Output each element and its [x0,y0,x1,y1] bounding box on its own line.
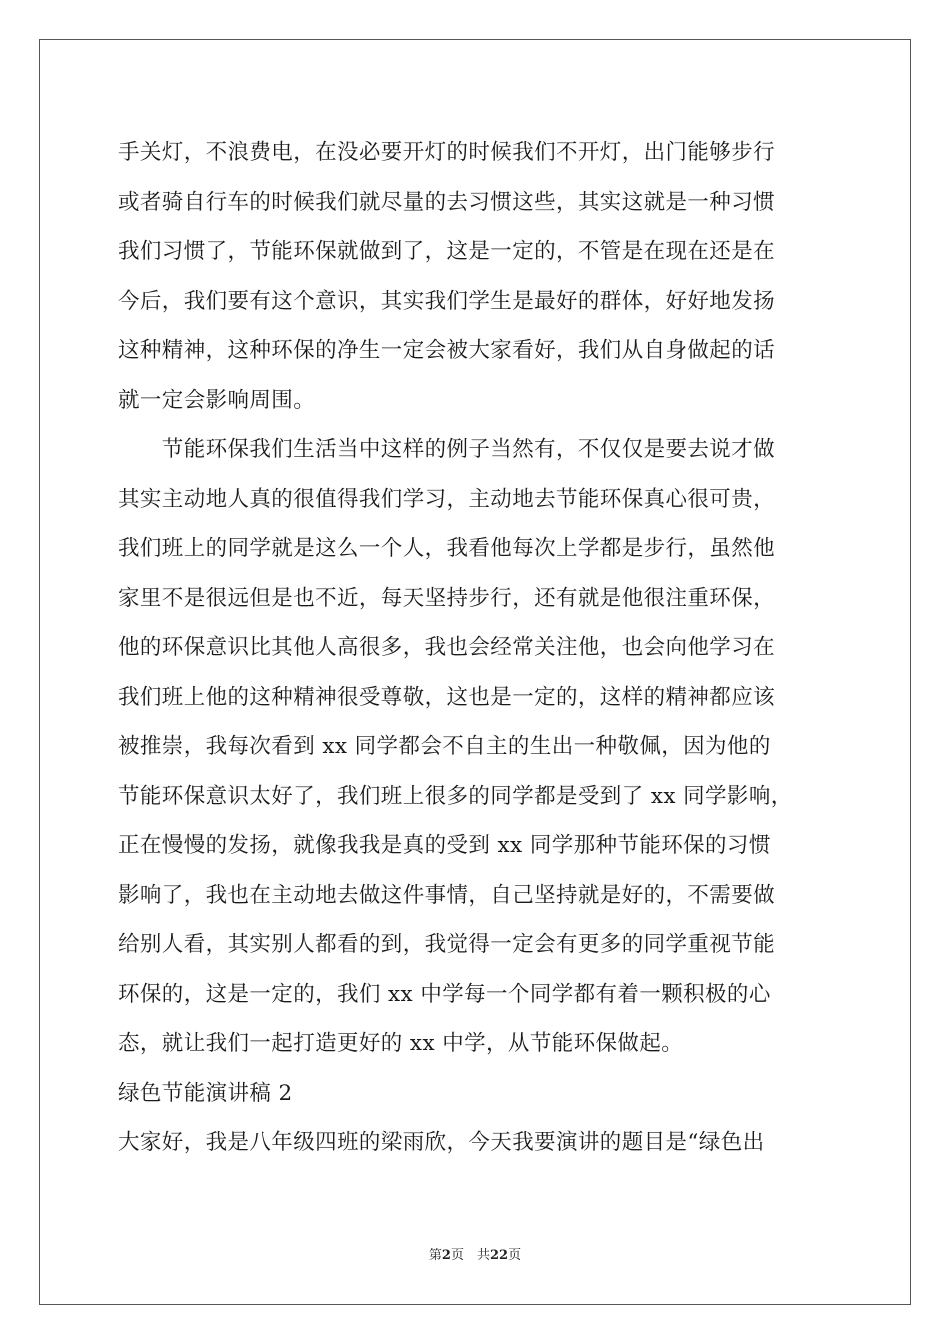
page-footer [0,1244,950,1263]
text-line: 就一定会影响周围。 [118,387,316,413]
text-line: 今后，我们要有这个意识，其实我们学生是最好的群体，好好地发扬 [118,288,776,314]
text-line: 这种精神，这种环保的净生一定会被大家看好，我们从自身做起的话 [118,338,776,363]
text-line: 节能环保我们生活当中这样的例子当然有，不仅仅是要去说才做 [118,437,776,462]
text-line: 影响了，我也在主动地去做这件事情，自己坚持就是好的，不需要做 [118,882,776,908]
text-line: 他的环保意识比其他人高很多，我也会经常关注他，也会向他学习在 [118,635,776,660]
text-line: 手关灯，不浪费电，在没必要开灯的时候我们不开灯，出门能够步行 [118,140,776,165]
page-mid: 页 共 [450,1248,490,1263]
page-current: 2 [441,1248,451,1263]
page-prefix: 第 [428,1248,442,1263]
document-body [118,128,838,1168]
text-line: 我们班上的同学就是这么一个人，我看他每次上学都是步行，虽然他 [118,536,776,561]
section-heading: 绿色节能演讲稿 2 [118,1080,293,1106]
text-line: 态，就让我们一起打造更好的 xx 中学，从节能环保做起。 [118,1031,684,1056]
text-line: 节能环保意识太好了，我们班上很多的同学都是受到了 xx 同学影响， [118,783,793,809]
text-line: 环保的，这是一定的，我们 xx 中学每一个同学都有着一颗积极的心 [118,981,771,1007]
page-total: 22 [489,1248,509,1263]
text-line: 或者骑自行车的时候我们就尽量的去习惯这些，其实这就是一种习惯 [118,189,776,215]
text-line: 给别人看，其实别人都看的到，我觉得一定会有更多的同学重视节能 [118,932,776,957]
page-suffix: 页 [508,1248,522,1263]
text-line: 我们班上他的这种精神很受尊敬，这也是一定的，这样的精神都应该 [118,684,776,710]
text-line: 家里不是很远但是也不近，每天坚持步行，还有就是他很注重环保， [118,585,776,611]
text-line: 大家好，我是八年级四班的梁雨欣，今天我要演讲的题目是“绿色出 [118,1130,765,1155]
text-line: 被推崇，我每次看到 xx 同学都会不自主的生出一种敬佩，因为他的 [118,734,771,759]
text-line: 其实主动地人真的很值得我们学习，主动地去节能环保真心很可贵， [118,486,776,512]
text-line: 我们习惯了，节能环保就做到了，这是一定的，不管是在现在还是在 [118,239,776,264]
text-line: 正在慢慢的发扬，就像我我是真的受到 xx 同学那种节能环保的习惯 [118,833,771,858]
